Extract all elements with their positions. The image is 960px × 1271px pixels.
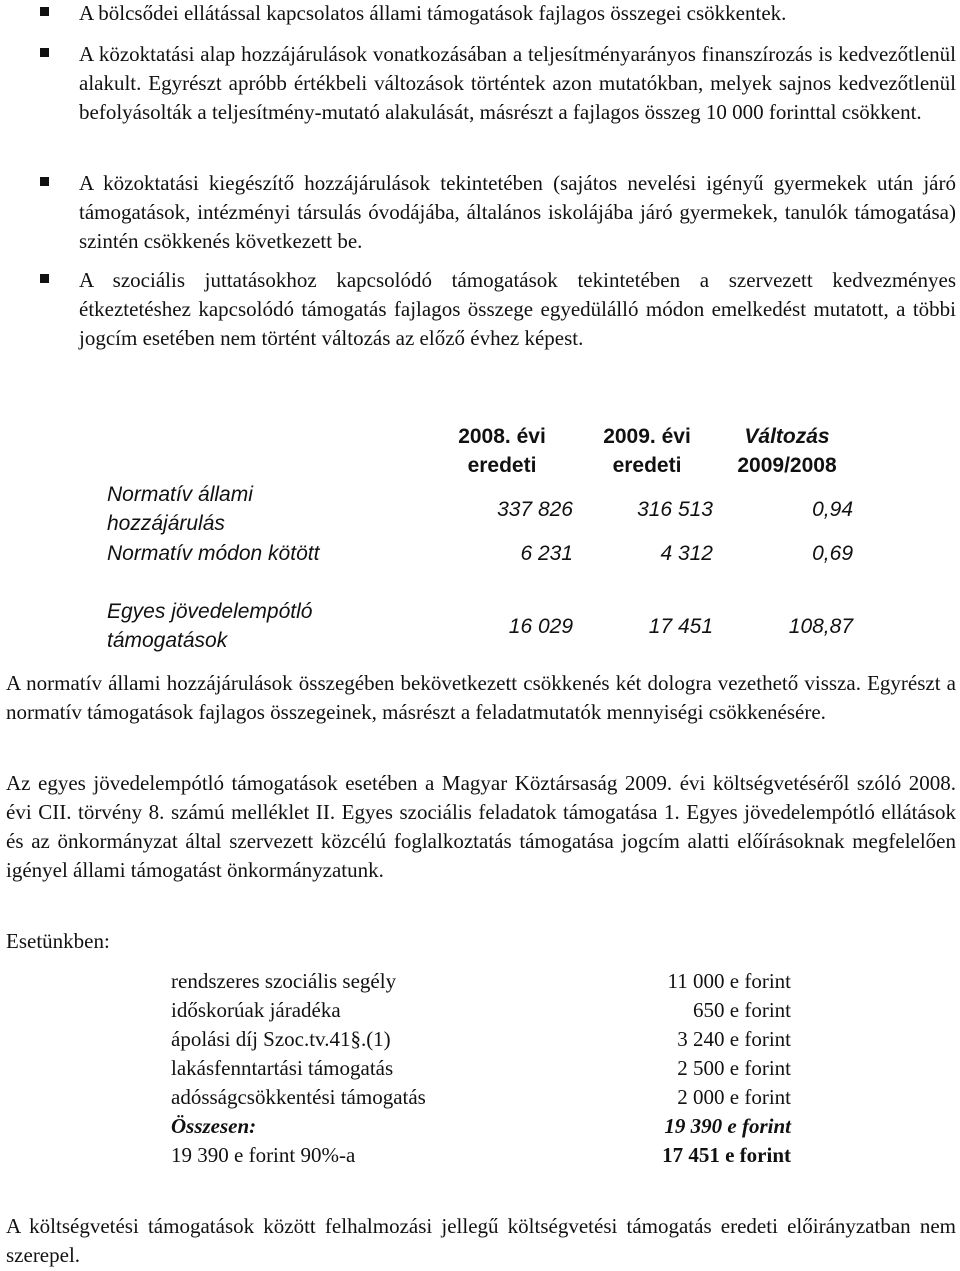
cell-2008: 337 826	[497, 498, 573, 521]
column-header-2008: 2008. évi eredeti	[458, 425, 546, 477]
cell-2008: 6 231	[520, 542, 573, 565]
bullet-item: A közoktatási alap hozzájárulások vonatkozásában a teljesítményarányos finanszírozás is kedvezőtlenül alakult. Egyrészt apróbb értékbeli változások történtek azon mutatókban, melyek sajnos kedvezőtlenül befolyásolták a teljesítmény-mutató alakulását, másrészt a fajlagos összeg 10 000 forinttal csökkent.	[0, 40, 960, 127]
cell-2009: 4 312	[660, 542, 713, 565]
bullet-item: A közoktatási kiegészítő hozzájárulások tekintetében (sajátos nevelési igényű gyermekek után járó támogatások, intézményi társulás óvodájába, általános iskolájába járó gyermekek, tanulók támogatása) szintén csökkenés következett be.	[0, 169, 960, 256]
square-bullet-icon	[40, 7, 49, 16]
cell-change: 108,87	[788, 615, 853, 638]
cell-change: 0,94	[812, 498, 853, 521]
row-label-jovedelempotlo: Egyes jövedelempótló támogatások	[107, 600, 313, 652]
square-bullet-icon	[40, 274, 49, 283]
column-header-change: Változás 2009/2008	[737, 425, 837, 477]
square-bullet-icon	[40, 48, 49, 57]
column-header-2009: 2009. évi eredeti	[603, 425, 691, 477]
paragraph-esetunkben: Esetünkben:	[6, 929, 110, 953]
bullet-item: A szociális juttatásokhoz kapcsolódó támogatások tekintetében a szervezett kedvezményes étkeztetéshez kapcsolódó támogatás fajlagos összege egyedülálló módon emelkedést mutatott, a többi jogcím esetében nem történt változás az előző évhez képest.	[0, 266, 960, 353]
row-label-normativ-allami: Normatív állami hozzájárulás	[107, 483, 253, 535]
square-bullet-icon	[40, 177, 49, 186]
paragraph-closing: A költségvetési támogatások között felhalmozási jellegű költségvetési támogatás eredeti előirányzatban nem szerepel.	[6, 1214, 956, 1267]
cell-2009: 17 451	[648, 615, 713, 638]
paragraph-jovedelempotlo: Az egyes jövedelempótló támogatások esetében a Magyar Köztársaság 2009. évi költségvetéséről szóló 2008. évi CII. törvény 8. számú melléklet II. Egyes szociális feladatok támogatása 1. Egyes jövedelempótló ellátások és az önkormányzat által szervezett közcélú foglalkoztatás támogatása jogcím alatti előírásoknak megfelelően igényel állami támogatást önkormányzatunk.	[6, 771, 956, 882]
list-item: ápolási díj Szoc.tv.41§.(1) 3 240 e forint	[171, 1027, 791, 1051]
list-item: időskorúak járadéka 650 e forint	[171, 998, 791, 1022]
cell-2008: 16 029	[508, 615, 573, 638]
cell-change: 0,69	[812, 542, 853, 565]
list-item: rendszeres szociális segély 11 000 e forint	[171, 969, 791, 993]
bullet-item: A bölcsődei ellátással kapcsolatos állami támogatások fajlagos összegei csökkentek.	[0, 0, 960, 28]
paragraph-normativ: A normatív állami hozzájárulások összegében bekövetkezett csökkenés két dologra vezethető vissza. Egyrészt a normatív támogatások fajlagos összegeinek, másrészt a feladatmutatók mennyiségi csökkenésére.	[6, 671, 956, 724]
list-item: adósságcsökkentési támogatás 2 000 e forint	[171, 1085, 791, 1109]
total-row: Összesen: 19 390 e forint	[171, 1114, 791, 1138]
ninety-percent-row: 19 390 e forint 90%-a 17 451 e forint	[171, 1143, 791, 1167]
cell-2009: 316 513	[637, 498, 713, 521]
benefits-list	[171, 967, 791, 1170]
list-item: lakásfenntartási támogatás 2 500 e forint	[171, 1056, 791, 1080]
row-label-normativ-kotott: Normatív módon kötött	[107, 542, 320, 565]
